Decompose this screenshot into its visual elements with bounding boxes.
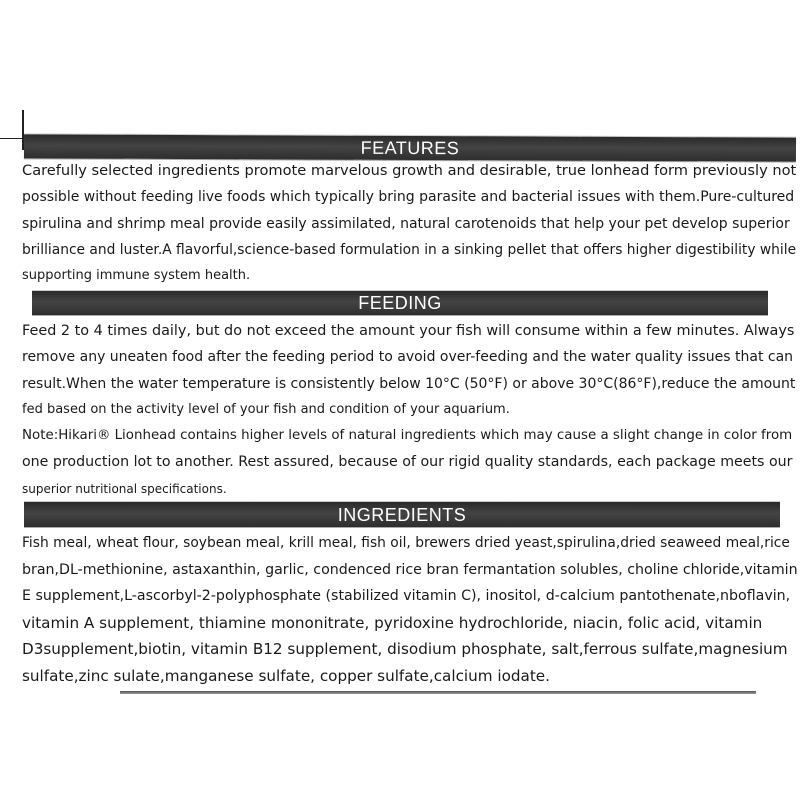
- text-line: spirulina and shrimp meal provide easily assimilated, natural carotenoids that help your pet develop superior: [22, 215, 790, 232]
- bottom-divider: [120, 691, 756, 694]
- text-line: Carefully selected ingredients promote marvelous growth and desirable, true lonhead form previously not: [22, 162, 797, 179]
- ingredients-heading-band: [24, 502, 780, 527]
- text-line: possible without feeding live foods which typically bring parasite and bacterial issues with them.Pure-cultured: [22, 189, 795, 206]
- text-line: supporting immune system health.: [22, 268, 251, 284]
- feeding-paragraph: [22, 318, 798, 423]
- text-line: Feed 2 to 4 times daily, but do not exceed the amount your fish will consume within a few minutes. Always: [22, 323, 795, 339]
- features-heading: FEATURES: [360, 137, 460, 159]
- text-line: fed based on the activity level of your fish and condition of your aquarium.: [22, 401, 510, 417]
- ingredients-heading: INGREDIENTS: [337, 504, 467, 525]
- text-line: bran,DL-methionine, astaxanthin, garlic, condenced rice bran fermantation solubles, choline chloride,vitamin: [22, 561, 798, 578]
- text-line: brilliance and luster.A flavorful,science-based formulation in a sinking pellet that offers higher digestibility while: [22, 241, 797, 258]
- text-line: sulfate,zinc sulate,manganese sulfate, copper sulfate,calcium iodate.: [22, 666, 550, 685]
- features-paragraph: [22, 158, 798, 289]
- ingredients-paragraph: [22, 530, 798, 689]
- text-line: vitamin A supplement, thiamine mononitrate, pyridoxine hydrochloride, niacin, folic acid, vitamin: [22, 613, 763, 632]
- crop-mark-horizontal: [0, 138, 22, 139]
- feeding-heading-band: [32, 291, 768, 315]
- text-line: remove any uneaten food after the feeding period to avoid over-feeding and the water quality issues that can: [22, 349, 794, 366]
- feeding-note: [22, 423, 798, 502]
- text-line: superior nutritional specifications.: [22, 481, 227, 496]
- text-line: D3supplement,biotin, vitamin B12 supplement, disodium phosphate, salt,ferrous sulfate,magnesium: [22, 640, 788, 658]
- text-line: result.When the water temperature is consistently below 10°C (50°F) or above 30°C(86°F),reduce the amount: [22, 375, 796, 392]
- text-line: one production lot to another. Rest assured, because of our rigid quality standards, each package meets our: [22, 454, 793, 471]
- text-line: Note:Hikari® Lionhead contains higher levels of natural ingredients which may cause a slight change in color from: [22, 428, 793, 443]
- text-line: Fish meal, wheat flour, soybean meal, krill meal, fish oil, brewers dried yeast,spirulina,dried seaweed meal,rice: [22, 535, 790, 551]
- feeding-heading: FEEDING: [358, 293, 442, 313]
- text-line: E supplement,L-ascorbyl-2-polyphosphate (stabilized vitamin C), inositol, d-calcium pantothenate,nboflavin,: [22, 588, 791, 604]
